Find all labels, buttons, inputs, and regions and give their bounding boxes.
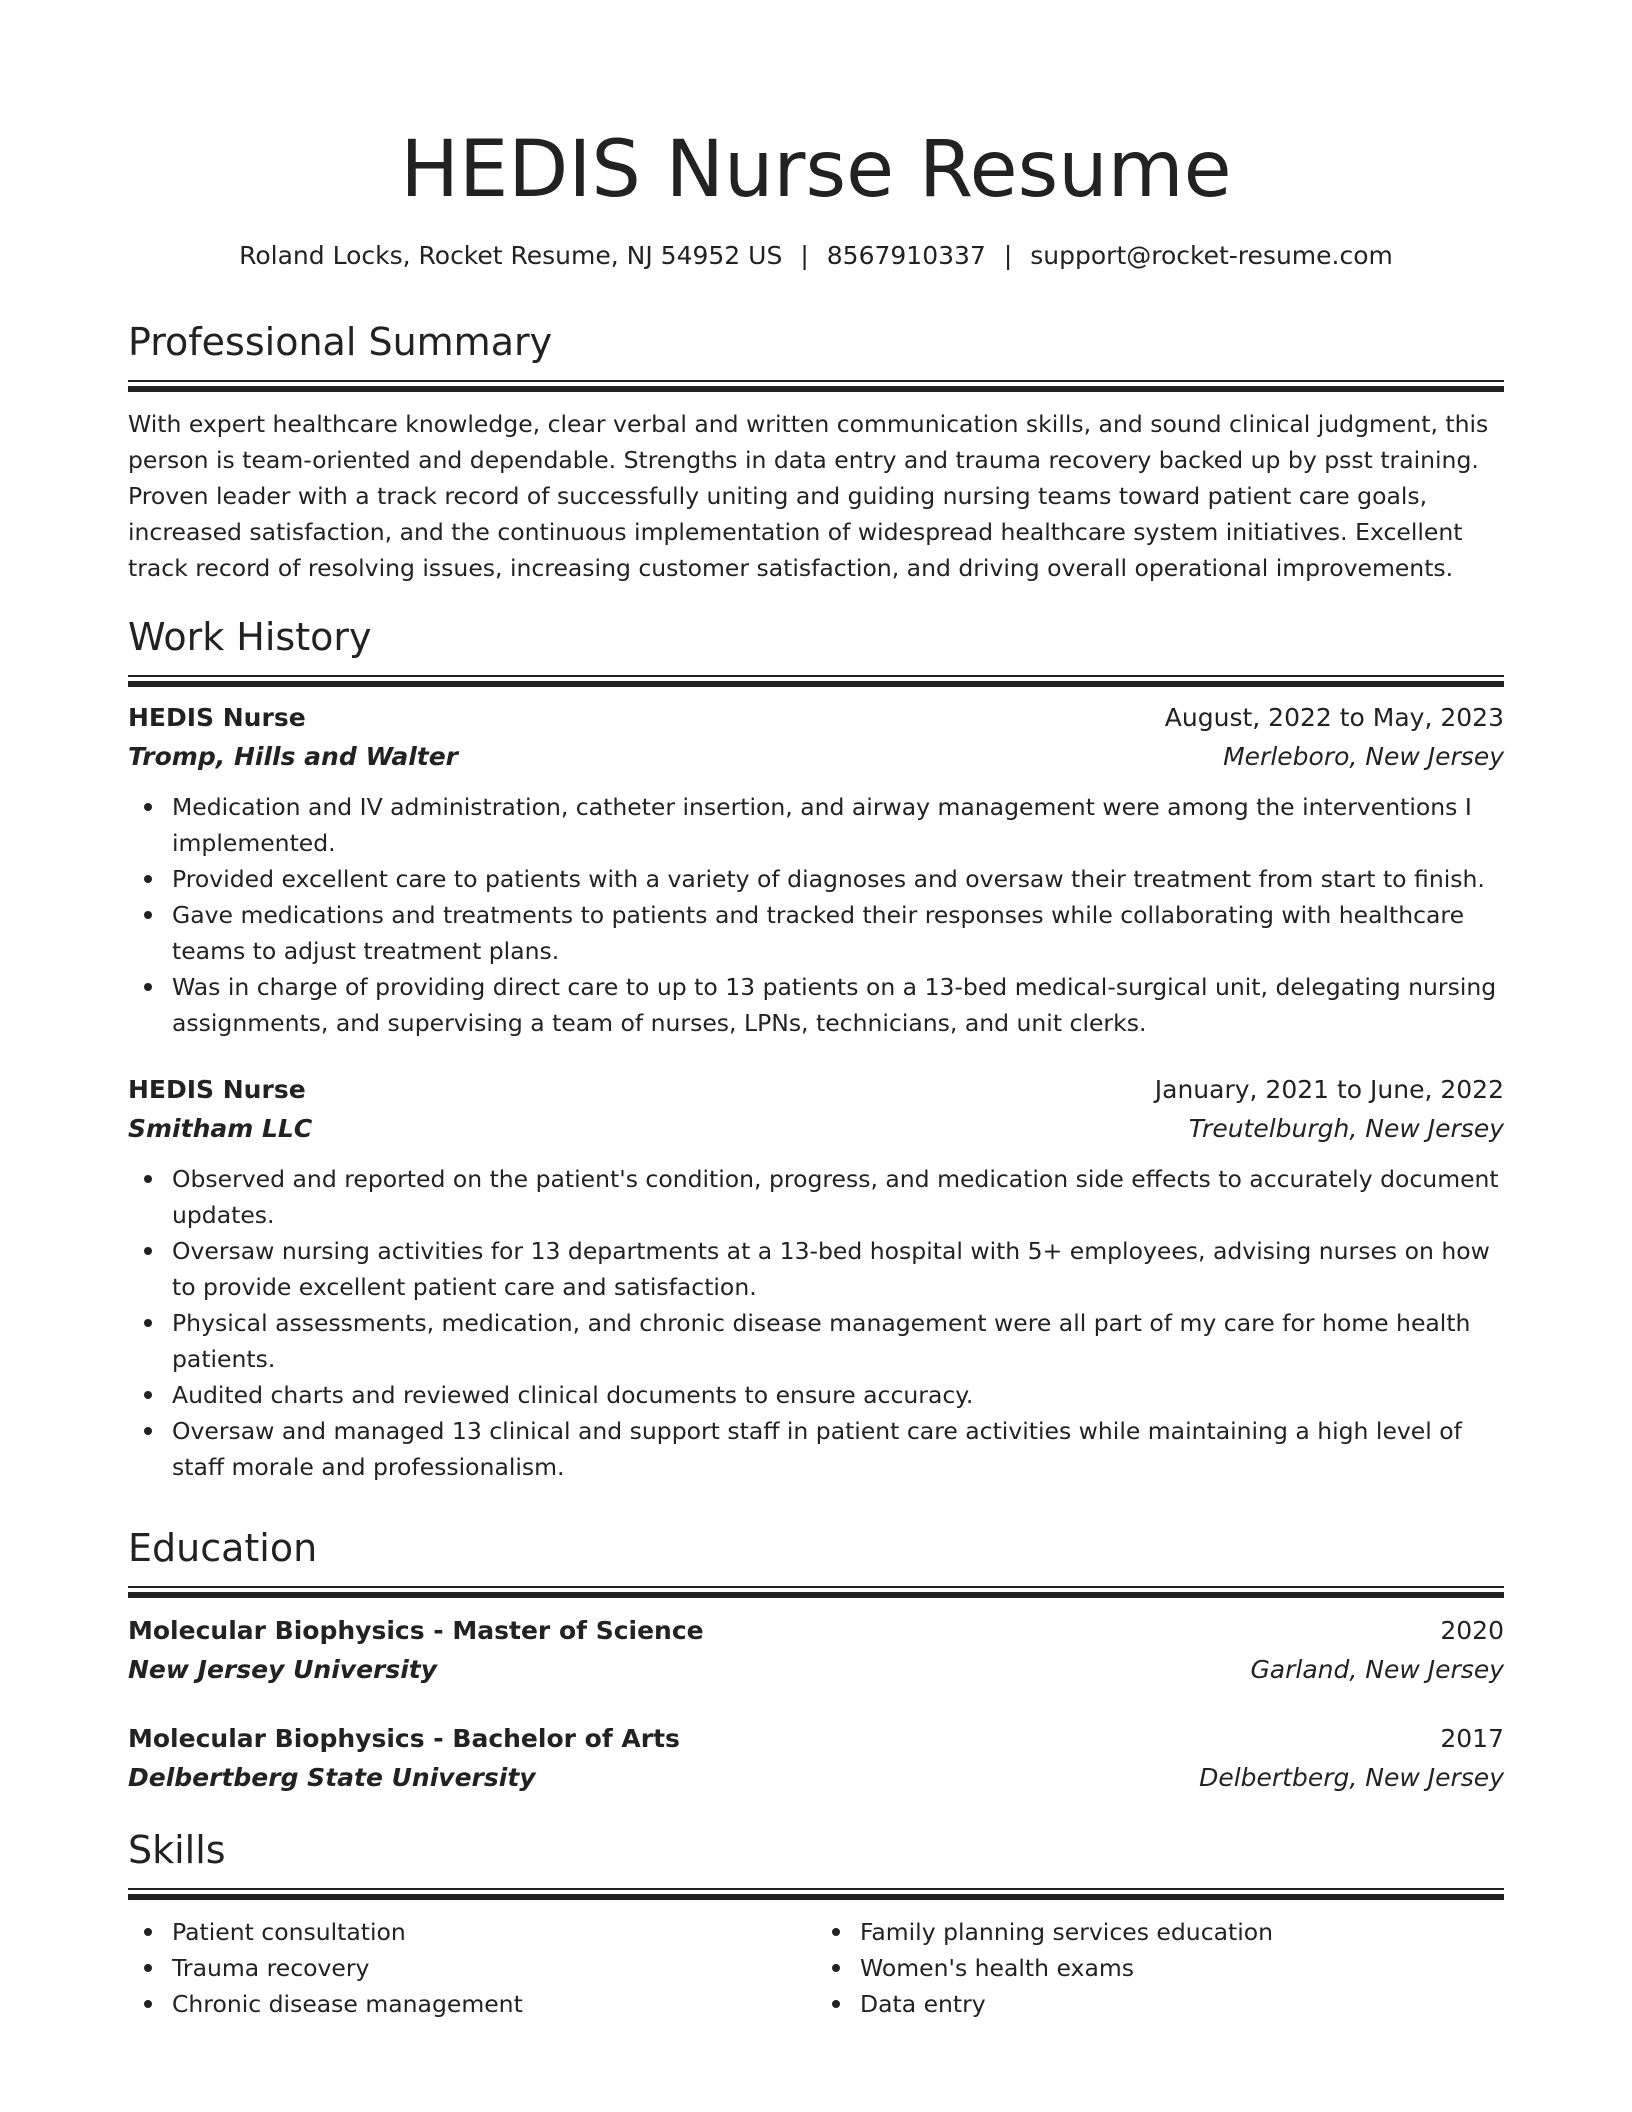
- job-dates: August, 2022 to May, 2023: [1164, 703, 1504, 732]
- skills-list-left: [128, 1914, 816, 2022]
- contact-email: support@rocket-resume.com: [1030, 241, 1393, 270]
- contact-separator: |: [800, 241, 809, 270]
- section-divider: [128, 380, 1504, 392]
- list-item: Oversaw and managed 13 clinical and support staff in patient care activities while maintaining a high level of staff morale and professionalism.: [172, 1413, 1504, 1485]
- job-bullets: [128, 789, 1504, 1041]
- job-dates: January, 2021 to June, 2022: [1154, 1075, 1504, 1104]
- summary-section: [128, 316, 1504, 586]
- job-subheader-row: [128, 1109, 1504, 1149]
- list-item: Provided excellent care to patients with a variety of diagnoses and oversaw their treatment from start to finish.: [172, 861, 1504, 897]
- employer-name: Smitham LLC: [128, 1114, 313, 1143]
- section-heading-work-history: Work History: [128, 615, 372, 659]
- work-history-section: [128, 611, 1504, 1485]
- graduation-year: 2020: [1440, 1616, 1504, 1645]
- section-divider: [128, 1586, 1504, 1598]
- graduation-year: 2017: [1440, 1724, 1504, 1753]
- job-entry: [128, 699, 1504, 1041]
- list-item: Observed and reported on the patient's condition, progress, and medication side effects to accurately document updates.: [172, 1161, 1504, 1233]
- skills-columns: [128, 1914, 1504, 2022]
- employer-name: Tromp, Hills and Walter: [128, 742, 458, 771]
- list-item: Oversaw nursing activities for 13 departments at a 13-bed hospital with 5+ employees, advising nurses on how to provide excellent patient care and satisfaction.: [172, 1233, 1504, 1305]
- education-entry: [128, 1720, 1504, 1798]
- job-title: HEDIS Nurse: [128, 703, 306, 732]
- job-entry: [128, 1071, 1504, 1485]
- degree-name: Molecular Biophysics - Bachelor of Arts: [128, 1724, 680, 1753]
- list-item: Audited charts and reviewed clinical documents to ensure accuracy.: [172, 1377, 1504, 1413]
- school-name: Delbertberg State University: [128, 1763, 536, 1792]
- list-item: Gave medications and treatments to patients and tracked their responses while collaborating with healthcare teams to adjust treatment plans.: [172, 897, 1504, 969]
- skill-item: Family planning services education: [860, 1914, 1504, 1950]
- skill-item: Data entry: [860, 1986, 1504, 2022]
- section-divider: [128, 675, 1504, 687]
- contact-phone: 8567910337: [826, 241, 986, 270]
- job-header-row: [128, 699, 1504, 737]
- contact-address: Roland Locks, Rocket Resume, NJ 54952 US: [239, 241, 783, 270]
- job-location: Merleboro, New Jersey: [1223, 742, 1504, 771]
- skill-item: Patient consultation: [172, 1914, 816, 1950]
- education-entry: [128, 1612, 1504, 1690]
- job-bullets: [128, 1161, 1504, 1485]
- section-heading-skills: Skills: [128, 1828, 226, 1872]
- section-divider: [128, 1888, 1504, 1900]
- education-header-row: [128, 1720, 1504, 1758]
- summary-text: With expert healthcare knowledge, clear verbal and written communication skills, and sound clinical judgment, this person is team-oriented and dependable. Strengths in data entry and trauma recovery backed up by psst training. Proven leader with a track record of successfully uniting and guiding nursing teams toward patient care goals, increased satisfaction, and the continuous implementation of widespread healthcare system initiatives. Excellent track record of resolving issues, increasing customer satisfaction, and driving overall operational improvements.: [128, 410, 1489, 582]
- school-location: Delbertberg, New Jersey: [1199, 1763, 1504, 1792]
- skill-item: Chronic disease management: [172, 1986, 816, 2022]
- school-name: New Jersey University: [128, 1655, 438, 1684]
- page-title: HEDIS Nurse Resume: [400, 125, 1232, 215]
- job-title: HEDIS Nurse: [128, 1075, 306, 1104]
- education-subheader-row: [128, 1650, 1504, 1690]
- skills-section: [128, 1824, 1504, 2022]
- contact-separator: |: [1003, 241, 1013, 270]
- job-location: Treutelburgh, New Jersey: [1188, 1114, 1504, 1143]
- school-location: Garland, New Jersey: [1250, 1655, 1504, 1684]
- degree-name: Molecular Biophysics - Master of Science: [128, 1616, 704, 1645]
- education-header-row: [128, 1612, 1504, 1650]
- education-section: [128, 1522, 1504, 1798]
- list-item: Was in charge of providing direct care to up to 13 patients on a 13-bed medical-surgical unit, delegating nursing assignments, and supervising a team of nurses, LPNs, technicians, and unit clerks.: [172, 969, 1504, 1041]
- job-header-row: [128, 1071, 1504, 1109]
- list-item: Physical assessments, medication, and chronic disease management were all part of my care for home health patients.: [172, 1305, 1504, 1377]
- skill-item: Trauma recovery: [172, 1950, 816, 1986]
- section-heading-education: Education: [128, 1526, 318, 1570]
- list-item: Medication and IV administration, catheter insertion, and airway management were among the interventions I implemented.: [172, 789, 1504, 861]
- job-subheader-row: [128, 737, 1504, 777]
- skill-item: Women's health exams: [860, 1950, 1504, 1986]
- education-subheader-row: [128, 1758, 1504, 1798]
- contact-line: [128, 236, 1504, 276]
- skills-list-right: [816, 1914, 1504, 2022]
- section-heading-summary: Professional Summary: [128, 320, 553, 364]
